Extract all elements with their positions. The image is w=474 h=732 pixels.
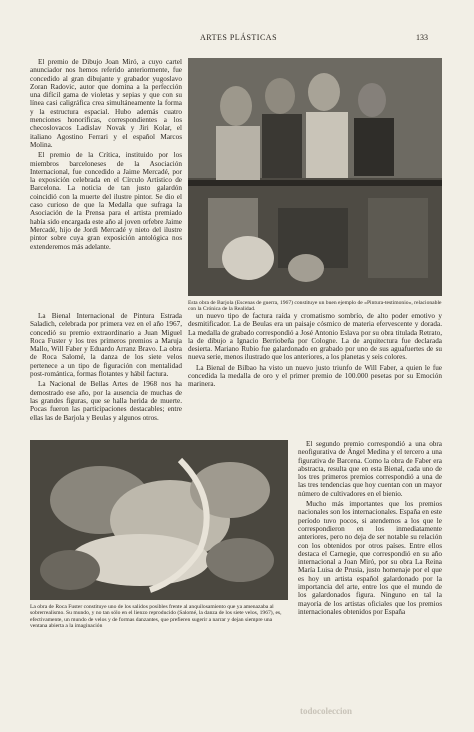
paragraph: El premio de Dibujo Joan Miró, a cuyo cartel anunciador nos hemos referido anteriormente, fue concedido al gran dibujante y grabador yugoslavo Zoran Radovic, autor que domina a la perfección una difícil gama de violetas y sepias y que con su línea casi caligráfica crea simultáneamente la forma y la estructura espacial. Hubo además cuatro menciones honoríficas, correspondientes a los checoslovacos Ladislav Novak y Jiri Kolar, el italiano Agostino Ferrari y el español Marcos Molina. (30, 58, 182, 149)
paragraph: El premio de la Crítica, instituido por los miembros barceloneses de la Asociación Internacional, fue concedido a Jaime Mercadé, por la exposición celebrada en el Círculo Artístico de Barcelona. La noticia de tan justo galardón coincidió con la muerte del ilustre pintor. Se dio el caso curioso de que la Medalla que sufraga la Asociación de la Prensa para el artista premiado había sido encargada este año al joven orfebre Jaime Mercadé, hijo de Jordi Mercadé y nieto del ilustre pintor sobre cuya gran exposición antológica nos extenderemos más adelante. (30, 151, 182, 251)
caption-top: Esta obra de Barjola (Escenas de guerra, 1967) constituye un buen ejemplo de «Pintura-testimonio», relacionable con la Crónica de la Realidad. (188, 300, 442, 313)
column-left-top (30, 58, 182, 308)
paragraph: Mucho más importantes que los premios nacionales son los internacionales. España en este período tuvo pocos, si atendemos a los que le correspondieron en los inmediatamente anteriores, pero no deja de ser notable su relación con los obtenidos por otros países. Entre ellos destaca el Carnegie, que correspondió en su año internacional a Joan Miró, por su obra La Reina María Luisa de Prusia, justo homenaje por el que es hoy un artista español galardonado por la importancia del arte, entre los que el mundo de los galardonados figura. Ninguno en tal la mayoría de los artistas oficiales que los premios internacionales obtenidos por España (298, 500, 442, 616)
watermark: todocoleccion (300, 706, 352, 716)
barjola-painting-photo (188, 58, 442, 296)
paragraph: La Bienal Internacional de Pintura Estrada Saladich, celebrada por primera vez en el año 1967, concedió su premio extraordinario a Juan Miguel Roca Fuster y los tres primeros premios a Maruja Mallo, Will Faber y Eduardo Arranz Bravo. La obra de Roca Salomé, la danza de los siete velos pertenece a un tipo de figuración con mentalidad post-romántica, formas flotantes y hábil factura. (30, 312, 182, 379)
paragraph: La Nacional de Bellas Artes de 1968 nos ha demostrado ese año, por la ausencia de muchas de las grandes figuras, que se halla herida de muerte. Pocas fueron las participaciones destacables; entre ellas las de Barjola y Beulas y algunos otros. (30, 380, 182, 422)
paragraph: El segundo premio correspondió a una obra neofigurativa de Ángel Medina y el tercero a una figurativa de Barcena. Como la obra de Faber era abstracta, resulta que en esta Bienal, cada uno de los tres primeros premios correspondió a una de las tres tendencias que hoy cuentan con un mayor número de cultivadores en el bienio. (298, 440, 442, 498)
page-number: 133 (416, 33, 428, 42)
caption-bottom: La obra de Roca Fuster constituye uno de los salidos posibles frente al anquilosamiento que ya amenazaba al sobrerrealismo. Su mundo, y no tan sólo en el lienzo reproducido (Salomé, la danza de los siete velos, 1967), es, efectivamente, un mundo de velos y de formas danzantes, que prefieren sugerir a narrar y dejan siempre una ventana abierta a la imaginación (30, 604, 282, 630)
paragraph: un nuevo tipo de factura raída y cromatismo sombrío, de alto poder emotivo y desmitificador. La de Beulas era un paisaje cósmico de materia efervescente y dorada. La medalla de grabado correspondió a José Antonio Eslava por su obra titulada Retrato, la de dibujo a Ignacio Berriobeña por Cologne. La de arquitectura fue declarada desierta. Mariano Rubio fue galardonado en grabado por uno de sus aguafuertes de su nueva serie, menos ilustrado que los anteriores, a los planetas y seis colores. (188, 312, 442, 362)
column-right-middle (188, 312, 442, 434)
painting-image (188, 58, 442, 296)
roca-fuster-painting-photo (30, 440, 288, 600)
column-left-middle (30, 312, 182, 434)
header-title: ARTES PLÁSTICAS (200, 33, 278, 42)
painting-image (30, 440, 288, 600)
running-header (0, 33, 474, 47)
column-right-bottom (298, 440, 442, 690)
paragraph: La Bienal de Bilbao ha visto un nuevo justo triunfo de Will Faber, a quien le fue concedida la medalla de oro y el primer premio de 100.000 pesetas por su Emoción marinera. (188, 363, 442, 389)
